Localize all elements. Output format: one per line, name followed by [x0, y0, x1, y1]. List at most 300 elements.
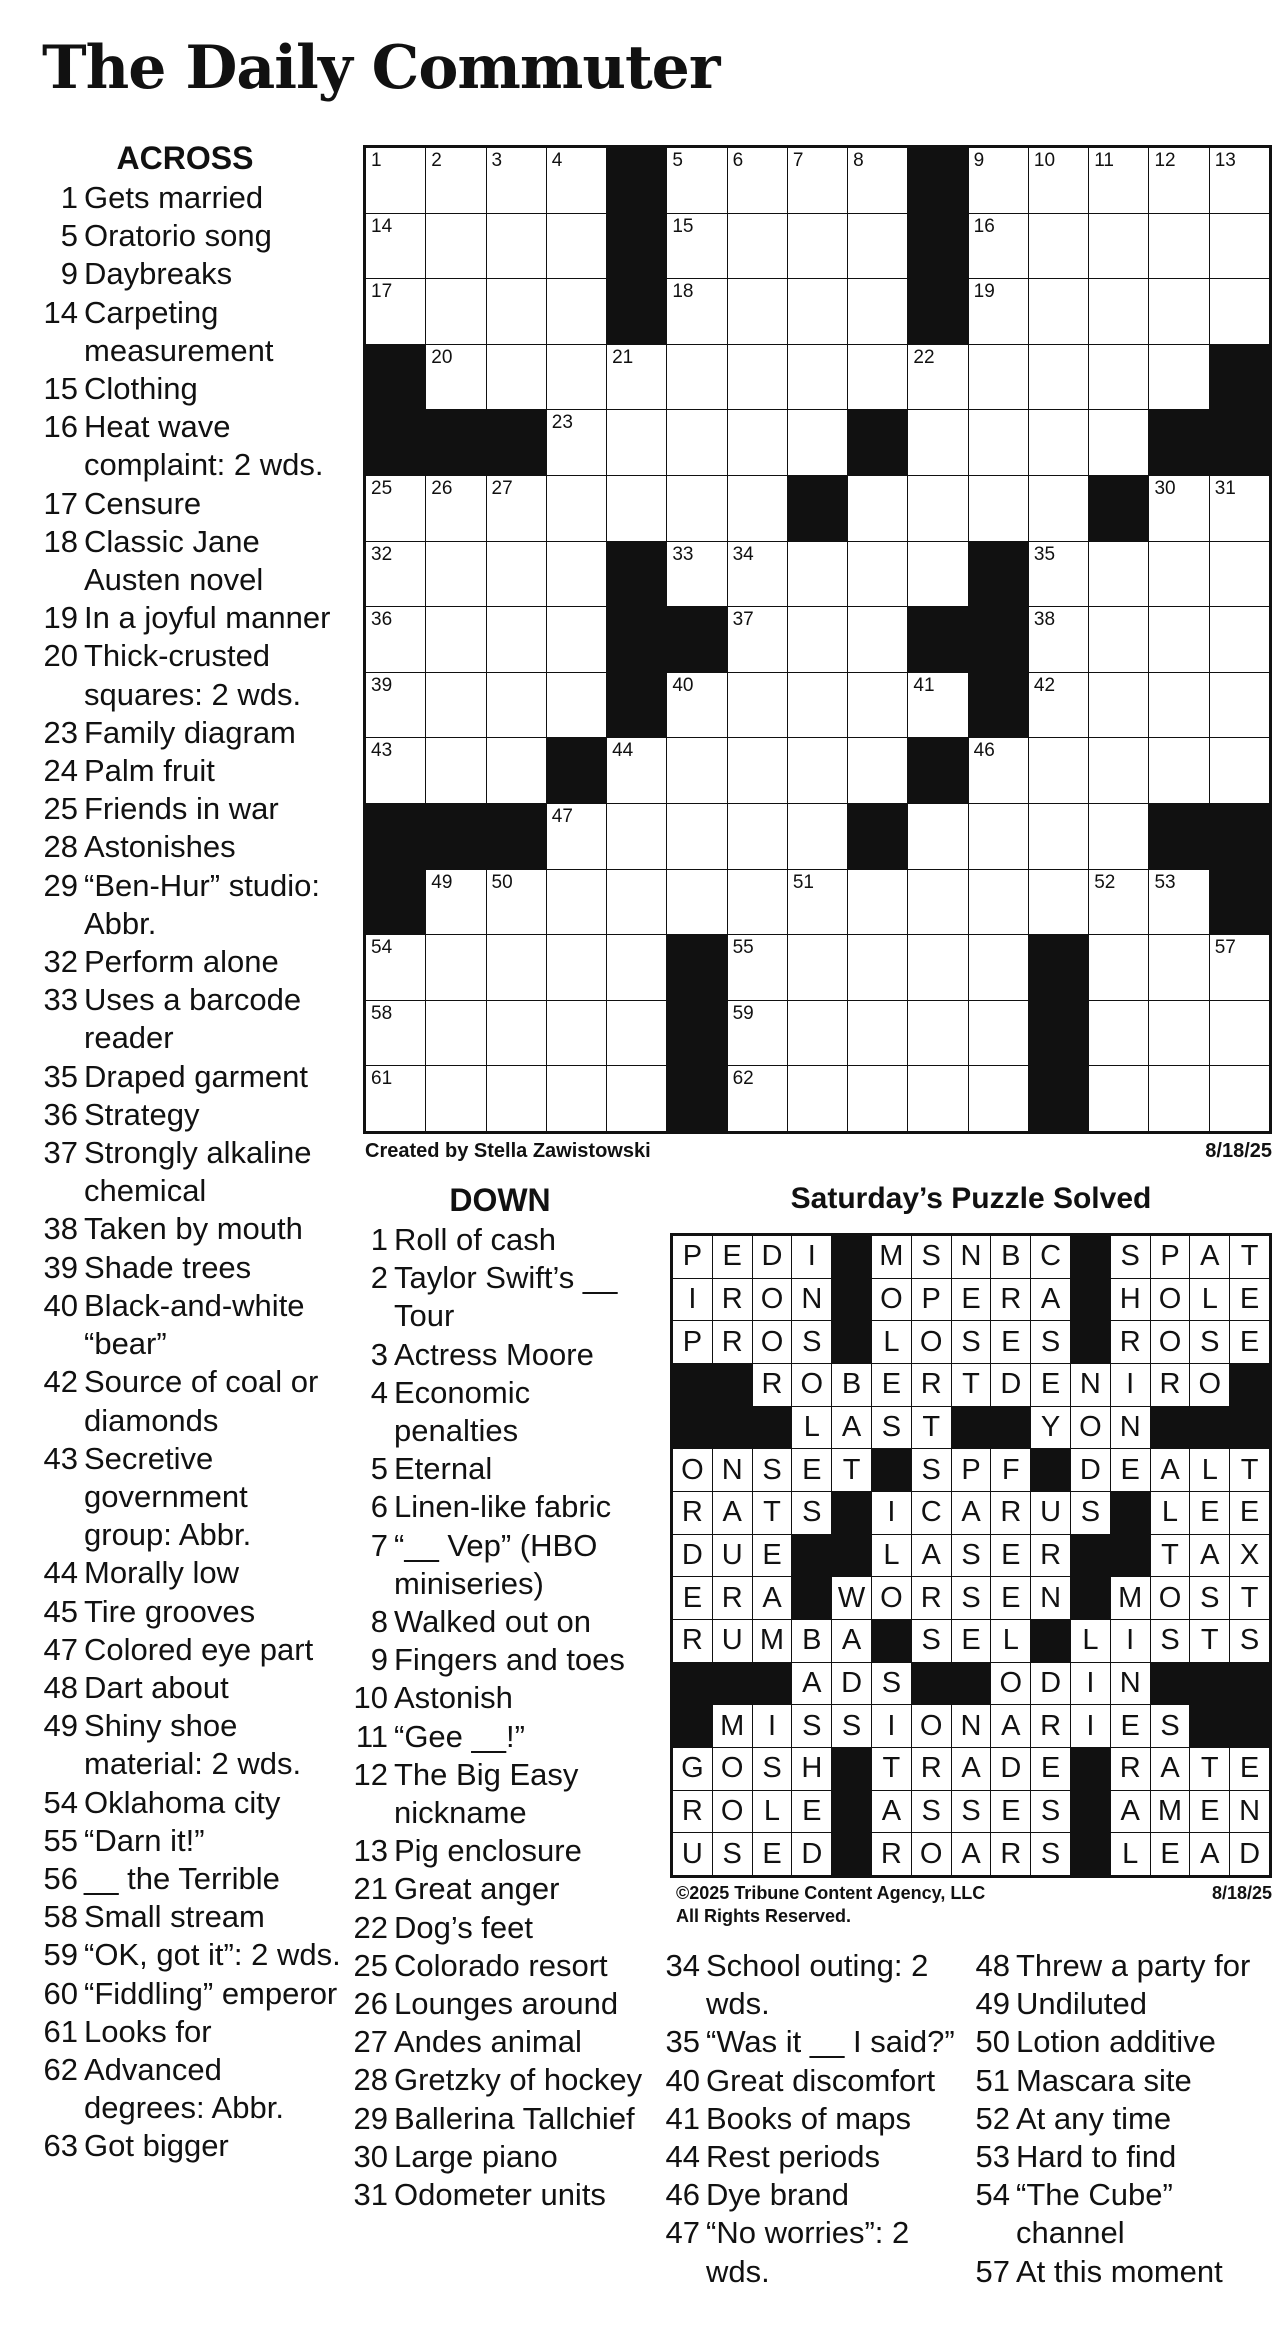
- grid-cell[interactable]: [1029, 673, 1088, 738]
- grid-cell[interactable]: [1210, 1066, 1269, 1131]
- solution-letter: S: [872, 1407, 911, 1449]
- grid-cell[interactable]: [848, 935, 907, 1000]
- grid-cell[interactable]: [487, 345, 546, 410]
- solution-letter: N: [1071, 1364, 1110, 1406]
- solution-letter: A: [1151, 1449, 1190, 1491]
- grid-cell[interactable]: [667, 148, 726, 213]
- grid-cell[interactable]: [728, 1066, 787, 1131]
- solution-letter: A: [792, 1663, 831, 1705]
- grid-cell[interactable]: [667, 673, 726, 738]
- grid-cell[interactable]: [848, 345, 907, 410]
- grid-cell[interactable]: [1149, 935, 1208, 1000]
- author-credit: Created by Stella Zawistowski: [365, 1140, 651, 1162]
- solution-letter: A: [912, 1535, 951, 1577]
- clue-item: [38, 1593, 343, 1631]
- grid-cell[interactable]: [969, 410, 1028, 475]
- clue-number: 42: [43, 1364, 78, 1400]
- clue-item: [348, 1947, 648, 1985]
- grid-cell[interactable]: [1149, 542, 1208, 607]
- grid-cell[interactable]: [788, 870, 847, 935]
- grid-cell[interactable]: [547, 148, 606, 213]
- grid-cell[interactable]: [848, 607, 907, 672]
- solution-letter: N: [792, 1279, 831, 1321]
- black-square: [607, 673, 666, 738]
- grid-cell[interactable]: [366, 214, 425, 279]
- solution-letter: D: [832, 1663, 871, 1705]
- solution-black-square: [1071, 1321, 1110, 1363]
- grid-cell[interactable]: [728, 673, 787, 738]
- grid-cell[interactable]: [426, 673, 485, 738]
- grid-cell[interactable]: [1029, 345, 1088, 410]
- grid-cell[interactable]: [547, 1066, 606, 1131]
- grid-cell[interactable]: [908, 804, 967, 869]
- clue-text: Taylor Swift’s __ Tour: [394, 1260, 618, 1334]
- grid-cell[interactable]: [908, 410, 967, 475]
- clue-item: [348, 1488, 648, 1526]
- grid-cell[interactable]: [1149, 673, 1208, 738]
- clue-number: 11: [355, 1718, 388, 1754]
- grid-cell[interactable]: [1210, 607, 1269, 672]
- grid-cell[interactable]: [969, 804, 1028, 869]
- solution-letter: B: [832, 1364, 871, 1406]
- clue-number: 44: [43, 1555, 78, 1591]
- grid-cell[interactable]: [366, 148, 425, 213]
- cell-number: 35: [1033, 543, 1056, 565]
- grid-cell[interactable]: [1029, 476, 1088, 541]
- clue-item: [38, 1096, 343, 1134]
- clue-text: “No worries”: 2 wds.: [706, 2215, 910, 2289]
- grid-cell[interactable]: [1089, 148, 1148, 213]
- grid-cell[interactable]: [1210, 935, 1269, 1000]
- grid-cell[interactable]: [547, 345, 606, 410]
- solution-letter: E: [991, 1791, 1030, 1833]
- grid-cell[interactable]: [667, 738, 726, 803]
- grid-cell[interactable]: [728, 804, 787, 869]
- grid-cell[interactable]: [487, 214, 546, 279]
- grid-cell[interactable]: [426, 542, 485, 607]
- solution-letter: H: [792, 1748, 831, 1790]
- grid-cell[interactable]: [1210, 542, 1269, 607]
- clue-number: 3: [370, 1336, 388, 1372]
- grid-cell[interactable]: [908, 542, 967, 607]
- solution-letter: N: [952, 1236, 991, 1278]
- grid-cell[interactable]: [1089, 738, 1148, 803]
- grid-cell[interactable]: [667, 476, 726, 541]
- grid-cell[interactable]: [547, 542, 606, 607]
- solution-letter: T: [872, 1748, 911, 1790]
- solution-letter: O: [1190, 1364, 1229, 1406]
- black-square: [788, 476, 847, 541]
- black-square: [848, 410, 907, 475]
- grid-cell[interactable]: [908, 345, 967, 410]
- clue-text: Heat wave complaint: 2 wds.: [84, 409, 324, 483]
- grid-cell[interactable]: [908, 1066, 967, 1131]
- grid-cell[interactable]: [1149, 1066, 1208, 1131]
- grid-cell[interactable]: [788, 673, 847, 738]
- grid-cell[interactable]: [667, 279, 726, 344]
- grid-cell[interactable]: [426, 345, 485, 410]
- clue-item: [38, 1134, 343, 1210]
- grid-cell[interactable]: [969, 1066, 1028, 1131]
- grid-cell[interactable]: [969, 1001, 1028, 1066]
- solution-black-square: [1230, 1364, 1269, 1406]
- cell-number: 8: [853, 150, 864, 171]
- solution-letter: S: [1151, 1620, 1190, 1662]
- grid-cell[interactable]: [848, 542, 907, 607]
- grid-cell[interactable]: [788, 148, 847, 213]
- grid-cell[interactable]: [969, 738, 1028, 803]
- grid-cell[interactable]: [366, 542, 425, 607]
- grid-cell[interactable]: [848, 870, 907, 935]
- black-square: [366, 870, 425, 935]
- grid-cell[interactable]: [1210, 148, 1269, 213]
- grid-cell[interactable]: [426, 738, 485, 803]
- clue-item: [38, 1210, 343, 1248]
- grid-cell[interactable]: [607, 738, 666, 803]
- grid-cell[interactable]: [1149, 607, 1208, 672]
- solution-letter: H: [1111, 1279, 1150, 1321]
- grid-cell[interactable]: [1029, 607, 1088, 672]
- grid-cell[interactable]: [848, 738, 907, 803]
- clue-item: [38, 867, 343, 943]
- clue-number: 63: [43, 2128, 78, 2164]
- grid-cell[interactable]: [848, 673, 907, 738]
- grid-cell[interactable]: [908, 1001, 967, 1066]
- grid-cell[interactable]: [728, 542, 787, 607]
- grid-cell[interactable]: [1089, 1001, 1148, 1066]
- clue-number: 35: [43, 1058, 78, 1094]
- grid-cell[interactable]: [788, 1001, 847, 1066]
- grid-cell[interactable]: [728, 279, 787, 344]
- grid-cell[interactable]: [667, 345, 726, 410]
- grid-cell[interactable]: [366, 935, 425, 1000]
- grid-cell[interactable]: [848, 476, 907, 541]
- clue-item: [38, 1936, 343, 1974]
- puzzle-date: 8/18/25: [1205, 1140, 1272, 1162]
- grid-cell[interactable]: [1149, 345, 1208, 410]
- grid-cell[interactable]: [908, 935, 967, 1000]
- grid-cell[interactable]: [426, 935, 485, 1000]
- grid-cell[interactable]: [788, 542, 847, 607]
- grid-cell[interactable]: [728, 1001, 787, 1066]
- grid-cell[interactable]: [1210, 476, 1269, 541]
- solution-letter: R: [673, 1791, 712, 1833]
- grid-cell[interactable]: [1149, 1001, 1208, 1066]
- black-square: [667, 607, 726, 672]
- solution-letter: E: [1230, 1748, 1269, 1790]
- grid-cell[interactable]: [426, 148, 485, 213]
- grid-cell[interactable]: [366, 738, 425, 803]
- clue-text: Daybreaks: [84, 256, 233, 292]
- grid-cell[interactable]: [547, 804, 606, 869]
- clue-text: Actress Moore: [394, 1336, 594, 1372]
- solution-black-square: [1111, 1535, 1150, 1577]
- grid-cell[interactable]: [607, 476, 666, 541]
- black-square: [969, 673, 1028, 738]
- grid-cell[interactable]: [788, 935, 847, 1000]
- across-heading: ACROSS: [116, 140, 254, 176]
- clue-text: Dart about: [84, 1669, 229, 1705]
- grid-cell[interactable]: [547, 214, 606, 279]
- solution-letter: T: [1230, 1236, 1269, 1278]
- grid-cell[interactable]: [788, 738, 847, 803]
- grid-cell[interactable]: [1149, 279, 1208, 344]
- solution-letter: M: [1111, 1577, 1150, 1619]
- grid-cell[interactable]: [547, 673, 606, 738]
- solution-black-square: [872, 1620, 911, 1662]
- grid-cell[interactable]: [1089, 607, 1148, 672]
- grid-cell[interactable]: [1210, 279, 1269, 344]
- grid-cell[interactable]: [848, 1066, 907, 1131]
- clue-item: [660, 2138, 960, 2176]
- clue-item: [38, 752, 343, 790]
- grid-cell[interactable]: [487, 1001, 546, 1066]
- grid-cell[interactable]: [788, 804, 847, 869]
- grid-cell[interactable]: [547, 870, 606, 935]
- grid-cell[interactable]: [1149, 476, 1208, 541]
- clue-text: Looks for: [84, 2013, 212, 2049]
- grid-cell[interactable]: [848, 214, 907, 279]
- clue-text: Eternal: [394, 1451, 493, 1487]
- grid-cell[interactable]: [487, 279, 546, 344]
- solution-letter: U: [713, 1620, 752, 1662]
- clue-text: Family diagram: [84, 714, 296, 750]
- solution-black-square: [713, 1407, 752, 1449]
- clue-number: 43: [43, 1440, 78, 1476]
- grid-cell[interactable]: [1089, 1066, 1148, 1131]
- solution-letter: E: [1190, 1791, 1229, 1833]
- grid-cell[interactable]: [607, 935, 666, 1000]
- solution-letter: U: [1031, 1492, 1070, 1534]
- clue-item: [38, 1822, 343, 1860]
- solution-letter: O: [991, 1663, 1030, 1705]
- solution-black-square: [832, 1279, 871, 1321]
- grid-cell[interactable]: [969, 214, 1028, 279]
- clue-number: 35: [665, 2024, 700, 2060]
- grid-cell[interactable]: [1089, 345, 1148, 410]
- grid-cell[interactable]: [969, 870, 1028, 935]
- black-square: [1210, 804, 1269, 869]
- grid-cell[interactable]: [547, 1001, 606, 1066]
- grid-cell[interactable]: [969, 476, 1028, 541]
- grid-cell[interactable]: [487, 542, 546, 607]
- black-square: [1029, 1001, 1088, 1066]
- clue-item: [38, 1784, 343, 1822]
- grid-cell[interactable]: [908, 476, 967, 541]
- grid-cell[interactable]: [426, 214, 485, 279]
- solution-letter: O: [872, 1279, 911, 1321]
- grid-cell[interactable]: [547, 279, 606, 344]
- clue-text: At this moment: [1016, 2253, 1223, 2289]
- grid-cell[interactable]: [728, 214, 787, 279]
- clue-item: [660, 2100, 960, 2138]
- grid-cell[interactable]: [1089, 673, 1148, 738]
- grid-cell[interactable]: [1149, 738, 1208, 803]
- clue-text: “Ben-Hur” studio: Abbr.: [84, 867, 321, 941]
- grid-cell[interactable]: [607, 1066, 666, 1131]
- grid-cell[interactable]: [1089, 870, 1148, 935]
- solution-black-square: [832, 1748, 871, 1790]
- grid-cell[interactable]: [667, 870, 726, 935]
- grid-cell[interactable]: [1089, 935, 1148, 1000]
- grid-cell[interactable]: [1149, 148, 1208, 213]
- solution-letter: S: [1151, 1705, 1190, 1747]
- grid-cell[interactable]: [788, 345, 847, 410]
- solution-black-square: [1111, 1492, 1150, 1534]
- grid-cell[interactable]: [426, 607, 485, 672]
- grid-cell[interactable]: [366, 673, 425, 738]
- grid-cell[interactable]: [728, 148, 787, 213]
- grid-cell[interactable]: [487, 738, 546, 803]
- grid-cell[interactable]: [607, 870, 666, 935]
- grid-cell[interactable]: [728, 607, 787, 672]
- grid-cell[interactable]: [969, 279, 1028, 344]
- solution-letter: O: [753, 1321, 792, 1363]
- solution-letter: O: [713, 1748, 752, 1790]
- grid-cell[interactable]: [607, 410, 666, 475]
- down-clue-list-3: [970, 1947, 1282, 2291]
- grid-cell[interactable]: [487, 935, 546, 1000]
- solution-black-square: [1071, 1279, 1110, 1321]
- cell-number: 57: [1214, 937, 1236, 959]
- grid-cell[interactable]: [1029, 542, 1088, 607]
- clue-item: [348, 1870, 648, 1908]
- grid-cell[interactable]: [1089, 410, 1148, 475]
- grid-cell[interactable]: [426, 476, 485, 541]
- solution-letter: R: [713, 1577, 752, 1619]
- grid-cell[interactable]: [728, 935, 787, 1000]
- grid-cell[interactable]: [788, 607, 847, 672]
- grid-cell[interactable]: [788, 1066, 847, 1131]
- solution-letter: E: [1111, 1449, 1150, 1491]
- solution-letter: E: [792, 1791, 831, 1833]
- grid-cell[interactable]: [969, 935, 1028, 1000]
- grid-cell[interactable]: [667, 542, 726, 607]
- grid-cell[interactable]: [487, 673, 546, 738]
- grid-cell[interactable]: [667, 214, 726, 279]
- grid-cell[interactable]: [607, 345, 666, 410]
- grid-cell[interactable]: [1029, 738, 1088, 803]
- grid-cell[interactable]: [1089, 279, 1148, 344]
- clue-item: [970, 1947, 1282, 1985]
- clue-item: [38, 1363, 343, 1439]
- grid-cell[interactable]: [1149, 870, 1208, 935]
- grid-cell[interactable]: [728, 476, 787, 541]
- grid-cell[interactable]: [547, 935, 606, 1000]
- clue-number: 17: [43, 485, 78, 521]
- grid-cell[interactable]: [788, 214, 847, 279]
- grid-cell[interactable]: [728, 345, 787, 410]
- solution-letter: R: [1111, 1321, 1150, 1363]
- solution-letter: M: [753, 1620, 792, 1662]
- grid-cell[interactable]: [547, 410, 606, 475]
- grid-cell[interactable]: [1210, 1001, 1269, 1066]
- cell-number: 39: [371, 674, 393, 696]
- solution-letter: S: [952, 1791, 991, 1833]
- solution-letter: C: [1031, 1236, 1070, 1278]
- grid-cell[interactable]: [848, 1001, 907, 1066]
- grid-cell[interactable]: [1029, 214, 1088, 279]
- grid-cell[interactable]: [1089, 214, 1148, 279]
- grid-cell[interactable]: [366, 279, 425, 344]
- grid-cell[interactable]: [667, 804, 726, 869]
- solution-letter: N: [1230, 1791, 1269, 1833]
- grid-cell[interactable]: [1210, 673, 1269, 738]
- solution-black-square: [673, 1705, 712, 1747]
- grid-cell[interactable]: [908, 870, 967, 935]
- grid-cell[interactable]: [969, 345, 1028, 410]
- grid-cell[interactable]: [788, 410, 847, 475]
- grid-cell[interactable]: [366, 476, 425, 541]
- clue-text: Strategy: [84, 1096, 200, 1132]
- grid-cell[interactable]: [547, 607, 606, 672]
- solution-black-square: [832, 1236, 871, 1278]
- grid-cell[interactable]: [487, 607, 546, 672]
- grid-cell[interactable]: [487, 870, 546, 935]
- grid-cell[interactable]: [1089, 542, 1148, 607]
- grid-cell[interactable]: [1029, 279, 1088, 344]
- grid-cell[interactable]: [728, 738, 787, 803]
- grid-cell[interactable]: [1089, 804, 1148, 869]
- clue-number: 44: [665, 2139, 700, 2175]
- grid-cell[interactable]: [667, 410, 726, 475]
- grid-cell[interactable]: [728, 410, 787, 475]
- grid-cell[interactable]: [426, 1066, 485, 1131]
- solution-black-square: [1190, 1705, 1229, 1747]
- black-square: [426, 804, 485, 869]
- cell-number: 36: [371, 609, 393, 631]
- grid-cell[interactable]: [1210, 738, 1269, 803]
- grid-cell[interactable]: [487, 148, 546, 213]
- grid-cell[interactable]: [366, 1066, 425, 1131]
- grid-cell[interactable]: [426, 870, 485, 935]
- solution-letter: S: [952, 1321, 991, 1363]
- grid-cell[interactable]: [426, 279, 485, 344]
- grid-cell[interactable]: [607, 804, 666, 869]
- clue-number: 49: [975, 1986, 1010, 2022]
- clue-item: [970, 2023, 1282, 2061]
- clue-text: Strongly alkaline chemical: [84, 1135, 312, 1209]
- clue-text: Carpeting measurement: [84, 294, 274, 368]
- grid-cell[interactable]: [848, 148, 907, 213]
- cell-number: 61: [371, 1068, 393, 1090]
- clue-number: 48: [43, 1669, 78, 1705]
- grid-cell[interactable]: [848, 279, 907, 344]
- grid-cell[interactable]: [728, 870, 787, 935]
- solution-black-square: [713, 1663, 752, 1705]
- grid-cell[interactable]: [1029, 148, 1088, 213]
- clue-number: 54: [43, 1784, 78, 1820]
- grid-cell[interactable]: [487, 476, 546, 541]
- grid-cell[interactable]: [1210, 214, 1269, 279]
- grid-cell[interactable]: [969, 148, 1028, 213]
- black-square: [547, 738, 606, 803]
- grid-cell[interactable]: [1029, 804, 1088, 869]
- grid-cell[interactable]: [788, 279, 847, 344]
- grid-cell[interactable]: [366, 1001, 425, 1066]
- grid-cell[interactable]: [366, 607, 425, 672]
- grid-cell[interactable]: [1149, 214, 1208, 279]
- solution-letter: E: [1190, 1492, 1229, 1534]
- grid-cell[interactable]: [487, 1066, 546, 1131]
- grid-cell[interactable]: [607, 1001, 666, 1066]
- grid-cell[interactable]: [547, 476, 606, 541]
- grid-cell[interactable]: [426, 1001, 485, 1066]
- grid-cell[interactable]: [908, 673, 967, 738]
- grid-cell[interactable]: [1029, 870, 1088, 935]
- black-square: [487, 804, 546, 869]
- grid-cell[interactable]: [1029, 410, 1088, 475]
